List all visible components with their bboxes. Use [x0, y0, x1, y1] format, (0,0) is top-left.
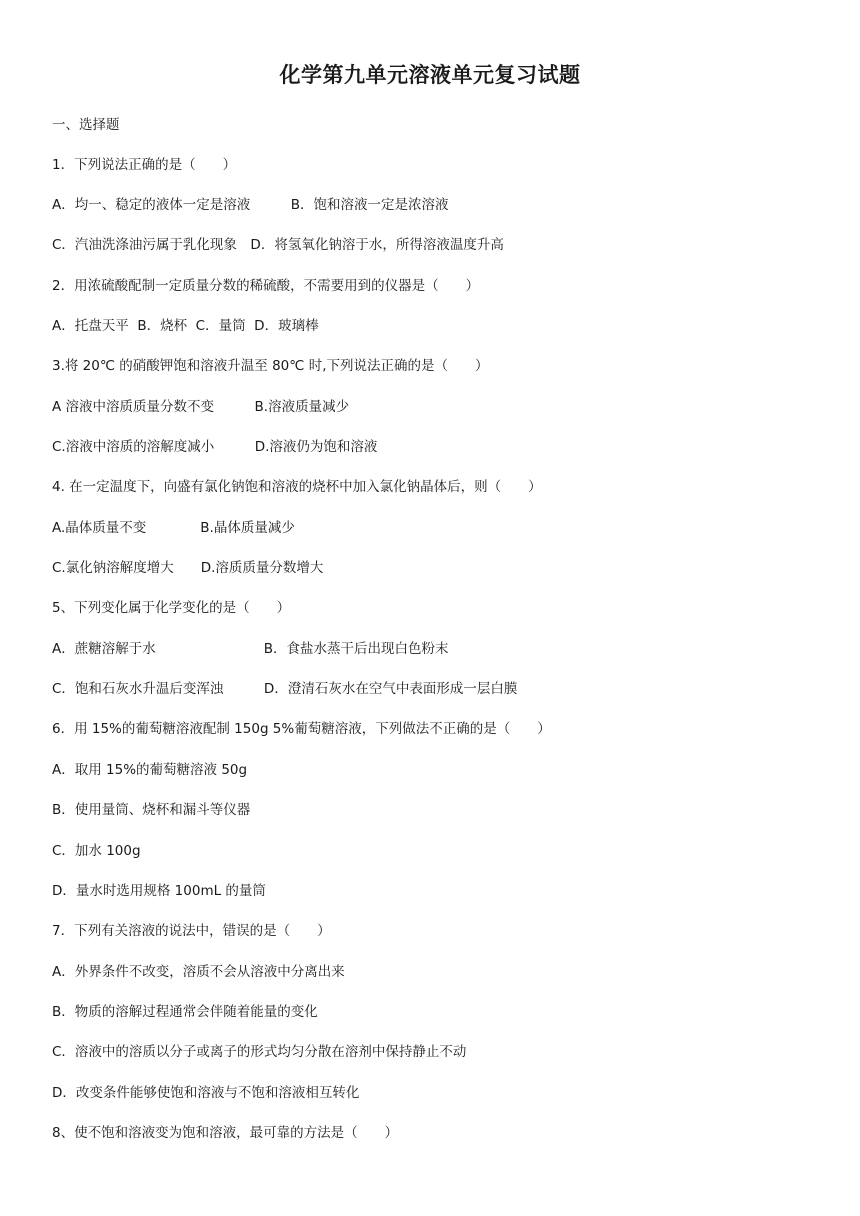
question-5: 5、下列变化属于化学变化的是（ ）: [52, 600, 291, 616]
q6-option-c: C．加水 100g: [52, 843, 141, 859]
q1-options-cd: C．汽油洗涤油污属于乳化现象 D．将氢氧化钠溶于水，所得溶液温度升高: [52, 237, 504, 253]
q6-option-a: A．取用 15%的葡萄糖溶液 50g: [52, 762, 248, 778]
question-4: 4. 在一定温度下，向盛有氯化钠饱和溶液的烧杯中加入氯化钠晶体后，则（ ）: [52, 479, 542, 495]
q4-options-ab: A.晶体质量不变 B.晶体质量减少: [52, 520, 295, 536]
question-3: 3.将 20℃ 的硝酸钾饱和溶液升温至 80℃ 时,下列说法正确的是（ ）: [52, 358, 489, 374]
q7-option-d: D．改变条件能够使饱和溶液与不饱和溶液相互转化: [52, 1085, 360, 1101]
q7-option-b: B．物质的溶解过程通常会伴随着能量的变化: [52, 1004, 318, 1020]
q4-options-cd: C.氯化钠溶解度增大 D.溶质质量分数增大: [52, 560, 324, 576]
document-title: 化学第九单元溶液单元复习试题: [279, 63, 581, 87]
question-1: 1．下列说法正确的是（ ）: [52, 157, 237, 173]
q3-options-cd: C.溶液中溶质的溶解度减小 D.溶液仍为饱和溶液: [52, 439, 378, 455]
q7-option-c: C．溶液中的溶质以分子或离子的形式均匀分散在溶剂中保持静止不动: [52, 1044, 467, 1060]
q6-option-d: D．量水时选用规格 100mL 的量筒: [52, 883, 266, 899]
q7-option-a: A．外界条件不改变，溶质不会从溶液中分离出来: [52, 964, 345, 980]
q5-options-ab: A．蔗糖溶解于水 B．食盐水蒸干后出现白色粉末: [52, 641, 449, 657]
question-6: 6．用 15%的葡萄糖溶液配制 150g 5%葡萄糖溶液，下列做法不正确的是（ ）: [52, 721, 551, 737]
question-7: 7．下列有关溶液的说法中，错误的是（ ）: [52, 923, 331, 939]
q5-options-cd: C．饱和石灰水升温后变浑浊 D．澄清石灰水在空气中表面形成一层白膜: [52, 681, 518, 697]
section-heading: 一、选择题: [52, 117, 120, 133]
q2-options: A．托盘天平 B．烧杯 C．量筒 D．玻璃棒: [52, 318, 319, 334]
q3-options-ab: A 溶液中溶质质量分数不变 B.溶液质量减少: [52, 399, 350, 415]
question-8: 8、使不饱和溶液变为饱和溶液，最可靠的方法是（ ）: [52, 1125, 399, 1141]
q6-option-b: B．使用量筒、烧杯和漏斗等仪器: [52, 802, 251, 818]
q1-options-ab: A．均一、稳定的液体一定是溶液 B．饱和溶液一定是浓溶液: [52, 197, 449, 213]
question-2: 2．用浓硫酸配制一定质量分数的稀硫酸，不需要用到的仪器是（ ）: [52, 278, 480, 294]
